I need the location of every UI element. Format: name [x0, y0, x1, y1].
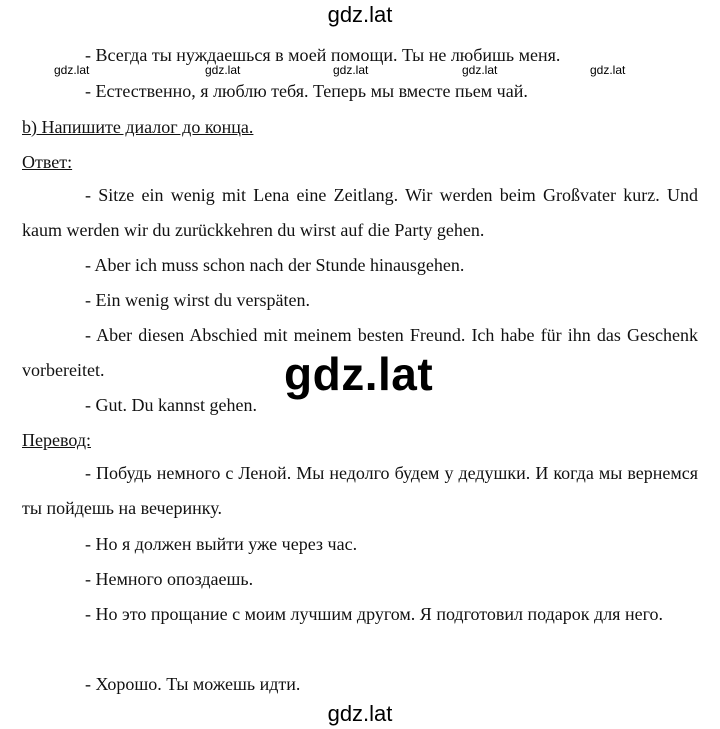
translation-paragraph-3: - Немного опоздаешь.	[85, 569, 254, 589]
watermark-center: gdz.lat	[284, 348, 434, 400]
watermark-small-1: gdz.lat	[54, 63, 90, 77]
translation-paragraph-5: - Хорошо. Ты можешь идти.	[85, 674, 301, 694]
answer-paragraph-4: - Aber diesen Abschied mit meinem besten Freund. Ich habe für ihn das Geschenk vorbereitet.	[22, 325, 698, 380]
watermark-small-4: gdz.lat	[462, 63, 498, 77]
answer-paragraph-5: - Gut. Du kannst gehen.	[85, 395, 257, 415]
translation-heading: Перевод:	[22, 430, 91, 450]
intro-line-2: - Естественно, я люблю тебя. Теперь мы вместе пьем чай.	[85, 81, 528, 101]
translation-paragraph-4: - Но это прощание с моим лучшим другом. Я подготовил подарок для него.	[85, 604, 664, 624]
watermark-small-2: gdz.lat	[205, 63, 241, 77]
watermark-small-5: gdz.lat	[590, 63, 626, 77]
watermark-top: gdz.lat	[327, 2, 393, 27]
task-heading: b) Напишите диалог до конца.	[22, 117, 254, 137]
answer-paragraph-1: - Sitze ein wenig mit Lena eine Zeitlang. Wir werden beim Großvater kurz. Und kaum werden wir du zurückkehren du wirst auf die Party gehen.	[22, 185, 698, 240]
translation-paragraph-1: - Побудь немного с Леной. Мы недолго будем у дедушки. И когда мы вернемся ты пойдешь на вечеринку.	[22, 463, 698, 518]
intro-line-1: - Всегда ты нуждаешься в моей помощи. Ты не любишь меня.	[85, 45, 561, 65]
translation-paragraph-2: - Но я должен выйти уже через час.	[85, 534, 358, 554]
answer-paragraph-2: - Aber ich muss schon nach der Stunde hinausgehen.	[85, 255, 465, 275]
watermark-small-3: gdz.lat	[333, 63, 369, 77]
answer-paragraph-3: - Ein wenig wirst du verspäten.	[85, 290, 310, 310]
answer-heading: Ответ:	[22, 152, 73, 172]
watermark-bottom: gdz.lat	[327, 701, 393, 726]
